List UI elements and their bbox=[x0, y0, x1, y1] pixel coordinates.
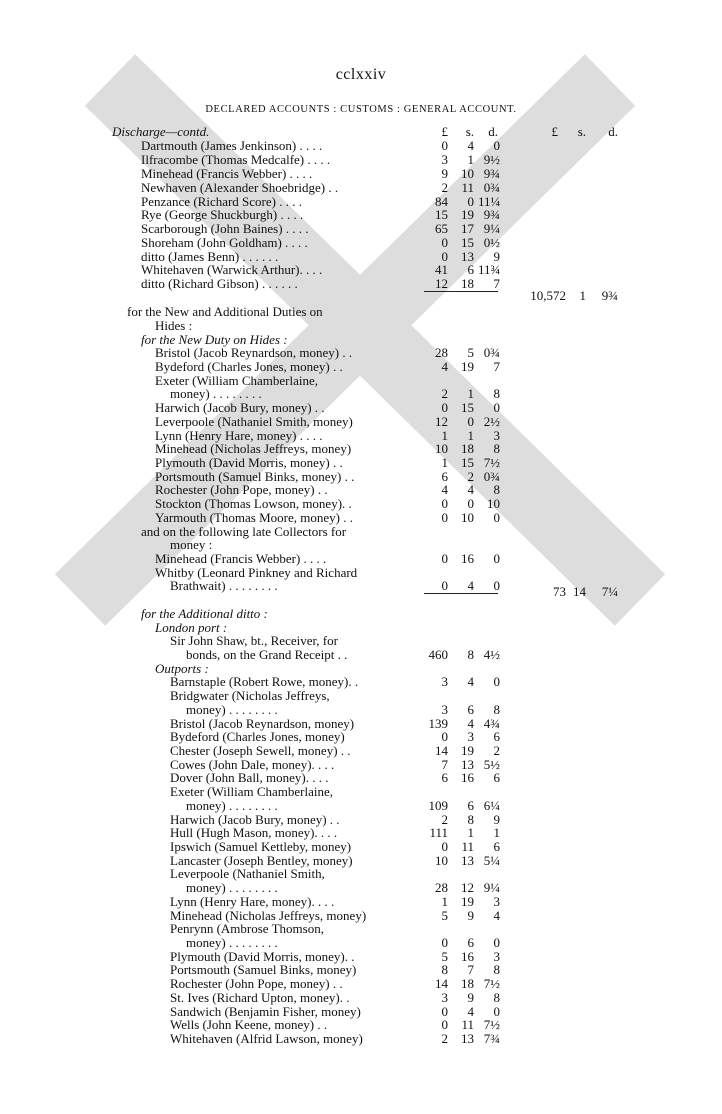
amount-pence: 8 bbox=[493, 962, 500, 977]
total-discharge-pounds: 10,572 bbox=[530, 288, 566, 303]
amount-pounds: 1 bbox=[441, 894, 448, 909]
account-line bbox=[0, 854, 722, 868]
amount-pence: 7½ bbox=[483, 976, 500, 991]
amount-pence: 2 bbox=[493, 743, 500, 758]
amount-pence: 5¼ bbox=[483, 853, 500, 868]
account-line-label: Minehead (Francis Webber) . . . . bbox=[155, 551, 327, 566]
amount-shillings: 9 bbox=[467, 908, 474, 923]
amount-shillings: 1 bbox=[467, 386, 474, 401]
account-line bbox=[0, 236, 722, 250]
account-line-label: Minehead (Nicholas Jeffreys, money) bbox=[170, 908, 367, 923]
account-line-label: Ipswich (Samuel Kettleby, money) bbox=[170, 839, 352, 854]
account-line-label: Bristol (Jacob Reynardson, money) bbox=[170, 716, 355, 731]
account-line-label: Minehead (Francis Webber) . . . . bbox=[141, 166, 313, 181]
amount-shillings: 3 bbox=[467, 729, 474, 744]
amount-pounds: 2 bbox=[441, 1031, 448, 1046]
amount-shillings: 16 bbox=[461, 551, 474, 566]
amount-pence: 7 bbox=[493, 276, 500, 291]
amount-pounds: 3 bbox=[441, 152, 448, 167]
account-line-label: and on the following late Collectors for bbox=[141, 524, 347, 539]
amount-shillings: 19 bbox=[461, 743, 474, 758]
account-line bbox=[0, 360, 722, 374]
account-line-label: Harwich (Jacob Bury, money) . . bbox=[155, 400, 325, 415]
account-line bbox=[0, 977, 722, 991]
amount-pence: 2½ bbox=[483, 414, 500, 429]
total-discharge-pence: 9¾ bbox=[601, 288, 618, 303]
account-line bbox=[0, 717, 722, 731]
account-line bbox=[0, 125, 722, 139]
amount-pence: 6 bbox=[493, 770, 500, 785]
amount-shillings: 6 bbox=[467, 702, 474, 717]
amount-pounds: 28 bbox=[435, 880, 448, 895]
account-line bbox=[0, 470, 722, 484]
amount-shillings: 18 bbox=[461, 276, 474, 291]
amount-shillings: 9 bbox=[467, 990, 474, 1005]
amount-pence: 4½ bbox=[483, 647, 500, 662]
amount-pence: 3 bbox=[493, 428, 500, 443]
account-line-label: Whitehaven (Alfrid Lawson, money) bbox=[170, 1031, 363, 1046]
amount-shillings: 0 bbox=[467, 414, 474, 429]
amount-pounds: 28 bbox=[435, 345, 448, 360]
account-line-label: Scarborough (John Baines) . . . . bbox=[141, 221, 309, 236]
amount-shillings: 13 bbox=[461, 853, 474, 868]
account-line-label: Shoreham (John Goldham) . . . . bbox=[141, 235, 308, 250]
account-line-label: Plymouth (David Morris, money). . bbox=[170, 949, 355, 964]
account-line-label: Dartmouth (James Jenkinson) . . . . bbox=[141, 138, 323, 153]
amount-shillings: 17 bbox=[461, 221, 474, 236]
amount-pence: 0½ bbox=[483, 235, 500, 250]
account-line bbox=[0, 813, 722, 827]
account-line-label: ditto (James Benn) . . . . . . bbox=[141, 249, 279, 264]
account-line-label: Rochester (John Pope, money) . . bbox=[170, 976, 343, 991]
account-line-label: Discharge—contd. bbox=[112, 124, 210, 139]
amount-pounds: 6 bbox=[441, 770, 448, 785]
amount-shillings: 1 bbox=[467, 428, 474, 443]
amount-shillings: 6 bbox=[467, 935, 474, 950]
amount-shillings: 19 bbox=[461, 359, 474, 374]
amount-shillings: 18 bbox=[461, 441, 474, 456]
amount-shillings: 19 bbox=[461, 207, 474, 222]
amount-pence: 4 bbox=[493, 908, 500, 923]
amount-pounds: 14 bbox=[435, 976, 448, 991]
col-head-shillings: s. bbox=[465, 124, 474, 139]
account-line bbox=[0, 991, 722, 1005]
account-line-label: Dover (John Ball, money). . . . bbox=[170, 770, 329, 785]
amount-pence: 6 bbox=[493, 839, 500, 854]
amount-shillings: 15 bbox=[461, 235, 474, 250]
account-line bbox=[0, 689, 722, 703]
amount-pounds: 0 bbox=[441, 510, 448, 525]
amount-pounds: 2 bbox=[441, 812, 448, 827]
account-line-label: Harwich (Jacob Bury, money) . . bbox=[170, 812, 340, 827]
amount-shillings: 16 bbox=[461, 949, 474, 964]
amount-shillings: 6 bbox=[467, 798, 474, 813]
amount-shillings: 1 bbox=[467, 825, 474, 840]
account-line-label: Sir John Shaw, bt., Receiver, for bbox=[170, 633, 338, 648]
total-hides-pounds: 73 bbox=[553, 584, 566, 599]
amount-shillings: 5 bbox=[467, 345, 474, 360]
account-line bbox=[0, 374, 722, 388]
account-line bbox=[0, 607, 722, 621]
amount-pence: 0 bbox=[493, 510, 500, 525]
account-line bbox=[0, 1032, 722, 1046]
account-line bbox=[0, 250, 722, 264]
amount-pence: 0 bbox=[493, 400, 500, 415]
account-line-label: Ilfracombe (Thomas Medcalfe) . . . . bbox=[141, 152, 331, 167]
amount-shillings: 4 bbox=[467, 138, 474, 153]
amount-pence: 8 bbox=[493, 482, 500, 497]
amount-pounds: 0 bbox=[441, 496, 448, 511]
account-line-label: Newhaven (Alexander Shoebridge) . . bbox=[141, 180, 339, 195]
account-line-label: Lancaster (Joseph Bentley, money) bbox=[170, 853, 353, 868]
account-line-label: Portsmouth (Samuel Binks, money) bbox=[170, 962, 357, 977]
amount-pounds: 0 bbox=[441, 138, 448, 153]
amount-shillings: 8 bbox=[467, 812, 474, 827]
account-line bbox=[0, 785, 722, 799]
amount-shillings: 11 bbox=[461, 1017, 474, 1032]
amount-pence: 0¾ bbox=[483, 180, 500, 195]
amount-shillings: 4 bbox=[467, 482, 474, 497]
amount-shillings: 0 bbox=[467, 496, 474, 511]
account-line-label: Barnstaple (Robert Rowe, money). . bbox=[170, 674, 359, 689]
account-line-label: money) . . . . . . . . bbox=[186, 798, 278, 813]
account-line bbox=[0, 222, 722, 236]
amount-pence: 9 bbox=[493, 812, 500, 827]
account-line bbox=[0, 840, 722, 854]
account-line-label: Outports : bbox=[155, 661, 209, 676]
account-line-label: Bydeford (Charles Jones, money) bbox=[170, 729, 345, 744]
amount-pence: 9¼ bbox=[483, 880, 500, 895]
amount-pounds: 5 bbox=[441, 908, 448, 923]
account-line-label: Chester (Joseph Sewell, money) . . bbox=[170, 743, 351, 758]
amount-pounds: 84 bbox=[435, 194, 448, 209]
account-line bbox=[0, 305, 722, 319]
amount-pounds: 0 bbox=[441, 235, 448, 250]
total-rule-2 bbox=[424, 593, 498, 594]
account-line-label: St. Ives (Richard Upton, money). . bbox=[170, 990, 350, 1005]
amount-pounds: 3 bbox=[441, 990, 448, 1005]
amount-pence: 7½ bbox=[483, 455, 500, 470]
account-line-label: Bridgwater (Nicholas Jeffreys, bbox=[170, 688, 330, 703]
amount-pounds: 1 bbox=[441, 455, 448, 470]
account-line-label: Cowes (John Dale, money). . . . bbox=[170, 757, 335, 772]
account-line bbox=[0, 333, 722, 347]
amount-pounds: 12 bbox=[435, 414, 448, 429]
amount-pence: 6¼ bbox=[483, 798, 500, 813]
amount-pence: 3 bbox=[493, 894, 500, 909]
amount-pence: 0 bbox=[493, 138, 500, 153]
account-line-label: Plymouth (David Morris, money) . . bbox=[155, 455, 343, 470]
account-line bbox=[0, 566, 722, 580]
account-line-label: Rye (George Shuckburgh) . . . . bbox=[141, 207, 304, 222]
amount-shillings: 7 bbox=[467, 962, 474, 977]
amount-shillings: 13 bbox=[461, 1031, 474, 1046]
account-line-label: Yarmouth (Thomas Moore, money) . . bbox=[155, 510, 353, 525]
amount-pounds: 14 bbox=[435, 743, 448, 758]
amount-shillings: 4 bbox=[467, 578, 474, 593]
amount-pence: 4¾ bbox=[483, 716, 500, 731]
account-line-label: Exeter (William Chamberlaine, bbox=[170, 784, 333, 799]
amount-pence: 10 bbox=[487, 496, 500, 511]
amount-shillings: 12 bbox=[461, 880, 474, 895]
amount-shillings: 8 bbox=[467, 647, 474, 662]
account-line bbox=[0, 730, 722, 744]
amount-shillings: 16 bbox=[461, 770, 474, 785]
account-line-label: Minehead (Nicholas Jeffreys, money) bbox=[155, 441, 352, 456]
account-line bbox=[0, 1018, 722, 1032]
account-line bbox=[0, 922, 722, 936]
amount-pence: 9¾ bbox=[483, 166, 500, 181]
account-line-label: Stockton (Thomas Lowson, money). . bbox=[155, 496, 352, 511]
amount-shillings: 13 bbox=[461, 249, 474, 264]
account-line bbox=[0, 208, 722, 222]
amount-pounds: 5 bbox=[441, 949, 448, 964]
amount-pence: 9¼ bbox=[483, 221, 500, 236]
account-line bbox=[0, 799, 722, 813]
account-line-label: Leverpoole (Nathaniel Smith, bbox=[170, 866, 325, 881]
amount-pence: 9¾ bbox=[483, 207, 500, 222]
amount-shillings: 1 bbox=[467, 152, 474, 167]
account-line-label: Lynn (Henry Hare, money) . . . . bbox=[155, 428, 323, 443]
account-line-label: for the New Duty on Hides : bbox=[141, 332, 288, 347]
amount-pounds: 0 bbox=[441, 839, 448, 854]
account-line-label: bonds, on the Grand Receipt . . bbox=[186, 647, 348, 662]
account-line bbox=[0, 442, 722, 456]
amount-pence: 8 bbox=[493, 990, 500, 1005]
amount-pence: 6 bbox=[493, 729, 500, 744]
amount-pounds: 0 bbox=[441, 578, 448, 593]
amount-pounds: 2 bbox=[441, 180, 448, 195]
amount-shillings: 15 bbox=[461, 455, 474, 470]
amount-pence: 8 bbox=[493, 702, 500, 717]
running-head: DECLARED ACCOUNTS : CUSTOMS : GENERAL ACCOUNT. bbox=[205, 104, 517, 115]
account-line bbox=[0, 538, 722, 552]
account-line bbox=[0, 621, 722, 635]
amount-pounds: 0 bbox=[441, 1017, 448, 1032]
amount-pounds: 0 bbox=[441, 551, 448, 566]
account-line-label: Whitby (Leonard Pinkney and Richard bbox=[155, 565, 358, 580]
account-line-label: for the Additional ditto : bbox=[141, 606, 268, 621]
account-line bbox=[0, 483, 722, 497]
amount-pounds: 4 bbox=[441, 359, 448, 374]
amount-shillings: 11 bbox=[461, 839, 474, 854]
account-line bbox=[0, 744, 722, 758]
amount-pounds: 109 bbox=[428, 798, 448, 813]
amount-pounds: 0 bbox=[441, 935, 448, 950]
amount-pounds: 9 bbox=[441, 166, 448, 181]
amount-pounds: 139 bbox=[428, 716, 448, 731]
amount-shillings: 4 bbox=[467, 674, 474, 689]
account-line bbox=[0, 758, 722, 772]
amount-pounds: 3 bbox=[441, 702, 448, 717]
amount-pounds: 2 bbox=[441, 386, 448, 401]
account-line-label: money) . . . . . . . . bbox=[186, 935, 278, 950]
amount-pence: 3 bbox=[493, 949, 500, 964]
account-line-label: Leverpoole (Nathaniel Smith, money) bbox=[155, 414, 353, 429]
col-head-pence-total: d. bbox=[608, 124, 618, 139]
account-line-label: for the New and Additional Duties on bbox=[127, 304, 323, 319]
account-line bbox=[0, 662, 722, 676]
account-line-label: Wells (John Keene, money) . . bbox=[170, 1017, 328, 1032]
amount-pence: 0¾ bbox=[483, 345, 500, 360]
amount-shillings: 6 bbox=[467, 262, 474, 277]
amount-shillings: 2 bbox=[467, 469, 474, 484]
account-line-label: Bydeford (Charles Jones, money) . . bbox=[155, 359, 343, 374]
account-line bbox=[0, 415, 722, 429]
account-line bbox=[0, 634, 722, 648]
amount-pounds: 0 bbox=[441, 729, 448, 744]
amount-pounds: 10 bbox=[435, 441, 448, 456]
account-line bbox=[0, 195, 722, 209]
amount-pence: 5½ bbox=[483, 757, 500, 772]
account-line bbox=[0, 153, 722, 167]
amount-pence: 11¼ bbox=[478, 194, 501, 209]
amount-pence: 0¾ bbox=[483, 469, 500, 484]
amount-pence: 0 bbox=[493, 674, 500, 689]
col-head-pence: d. bbox=[488, 124, 498, 139]
amount-shillings: 15 bbox=[461, 400, 474, 415]
account-line bbox=[0, 648, 722, 662]
account-line bbox=[0, 703, 722, 717]
total-hides-pence: 7¼ bbox=[601, 584, 618, 599]
account-line bbox=[0, 552, 722, 566]
amount-shillings: 4 bbox=[467, 1004, 474, 1019]
account-line bbox=[0, 867, 722, 881]
account-line bbox=[0, 881, 722, 895]
amount-pence: 8 bbox=[493, 386, 500, 401]
amount-pounds: 111 bbox=[429, 825, 448, 840]
amount-pounds: 41 bbox=[435, 262, 448, 277]
amount-pence: 8 bbox=[493, 441, 500, 456]
account-line-label: Penzance (Richard Score) . . . . bbox=[141, 194, 302, 209]
account-line bbox=[0, 525, 722, 539]
account-line-label: Brathwait) . . . . . . . . bbox=[170, 578, 278, 593]
account-line-label: Penrynn (Ambrose Thomson, bbox=[170, 921, 324, 936]
page-folio: cclxxiv bbox=[335, 66, 387, 83]
amount-shillings: 13 bbox=[461, 757, 474, 772]
account-line bbox=[0, 346, 722, 360]
amount-shillings: 11 bbox=[461, 180, 474, 195]
account-line-label: money) . . . . . . . . bbox=[186, 880, 278, 895]
account-line-label: Hull (Hugh Mason, money). . . . bbox=[170, 825, 338, 840]
account-line-label: Exeter (William Chamberlaine, bbox=[155, 373, 318, 388]
account-line bbox=[0, 895, 722, 909]
amount-shillings: 10 bbox=[461, 166, 474, 181]
account-line bbox=[0, 909, 722, 923]
account-line-label: London port : bbox=[155, 620, 228, 635]
col-head-pounds-total: £ bbox=[551, 124, 558, 139]
account-line bbox=[0, 675, 722, 689]
amount-shillings: 0 bbox=[467, 194, 474, 209]
amount-pounds: 12 bbox=[435, 276, 448, 291]
amount-pence: 7¾ bbox=[483, 1031, 500, 1046]
account-line bbox=[0, 950, 722, 964]
account-line bbox=[0, 429, 722, 443]
account-line bbox=[0, 771, 722, 785]
account-line-label: Lynn (Henry Hare, money). . . . bbox=[170, 894, 335, 909]
amount-pence: 1 bbox=[493, 825, 500, 840]
account-line-label: Rochester (John Pope, money) . . bbox=[155, 482, 328, 497]
col-head-pounds: £ bbox=[441, 124, 448, 139]
account-line bbox=[0, 181, 722, 195]
amount-pounds: 65 bbox=[435, 221, 448, 236]
account-line bbox=[0, 963, 722, 977]
account-line bbox=[0, 139, 722, 153]
amount-shillings: 19 bbox=[461, 894, 474, 909]
amount-pence: 0 bbox=[493, 1004, 500, 1019]
amount-pence: 11¾ bbox=[478, 262, 501, 277]
account-line-label: ditto (Richard Gibson) . . . . . . bbox=[141, 276, 298, 291]
amount-pounds: 7 bbox=[441, 757, 448, 772]
amount-pence: 0 bbox=[493, 578, 500, 593]
account-line-label: money : bbox=[170, 537, 213, 552]
amount-pounds: 0 bbox=[441, 400, 448, 415]
amount-pounds: 8 bbox=[441, 962, 448, 977]
amount-pounds: 15 bbox=[435, 207, 448, 222]
amount-pounds: 10 bbox=[435, 853, 448, 868]
total-hides-shillings: 14 bbox=[573, 584, 586, 599]
account-line-label: Bristol (Jacob Reynardson, money) . . bbox=[155, 345, 353, 360]
account-line bbox=[0, 1005, 722, 1019]
amount-pounds: 0 bbox=[441, 1004, 448, 1019]
amount-shillings: 4 bbox=[467, 716, 474, 731]
col-head-shillings-total: s. bbox=[577, 124, 586, 139]
account-line bbox=[0, 387, 722, 401]
amount-pence: 7½ bbox=[483, 1017, 500, 1032]
amount-pounds: 3 bbox=[441, 674, 448, 689]
account-line bbox=[0, 826, 722, 840]
amount-pence: 0 bbox=[493, 551, 500, 566]
amount-shillings: 10 bbox=[461, 510, 474, 525]
amount-pounds: 6 bbox=[441, 469, 448, 484]
amount-shillings: 18 bbox=[461, 976, 474, 991]
account-line-label: money) . . . . . . . . bbox=[186, 702, 278, 717]
account-line-label: Sandwich (Benjamin Fisher, money) bbox=[170, 1004, 361, 1019]
account-line bbox=[0, 456, 722, 470]
amount-pounds: 460 bbox=[428, 647, 448, 662]
amount-pounds: 1 bbox=[441, 428, 448, 443]
amount-pence: 9 bbox=[493, 249, 500, 264]
account-line bbox=[0, 936, 722, 950]
total-rule-1 bbox=[424, 291, 498, 292]
amount-pence: 0 bbox=[493, 935, 500, 950]
account-line-label: Hides : bbox=[155, 318, 193, 333]
account-line-label: Whitehaven (Warwick Arthur). . . . bbox=[141, 262, 323, 277]
amount-pence: 7 bbox=[493, 359, 500, 374]
account-line-label: money) . . . . . . . . bbox=[170, 386, 262, 401]
account-line bbox=[0, 319, 722, 333]
account-line bbox=[0, 511, 722, 525]
amount-pounds: 4 bbox=[441, 482, 448, 497]
amount-pounds: 0 bbox=[441, 249, 448, 264]
account-line bbox=[0, 401, 722, 415]
account-line bbox=[0, 167, 722, 181]
account-line-label: Portsmouth (Samuel Binks, money) . . bbox=[155, 469, 355, 484]
total-discharge-shillings: 1 bbox=[579, 288, 586, 303]
account-line bbox=[0, 497, 722, 511]
account-line bbox=[0, 263, 722, 277]
amount-pence: 9½ bbox=[483, 152, 500, 167]
